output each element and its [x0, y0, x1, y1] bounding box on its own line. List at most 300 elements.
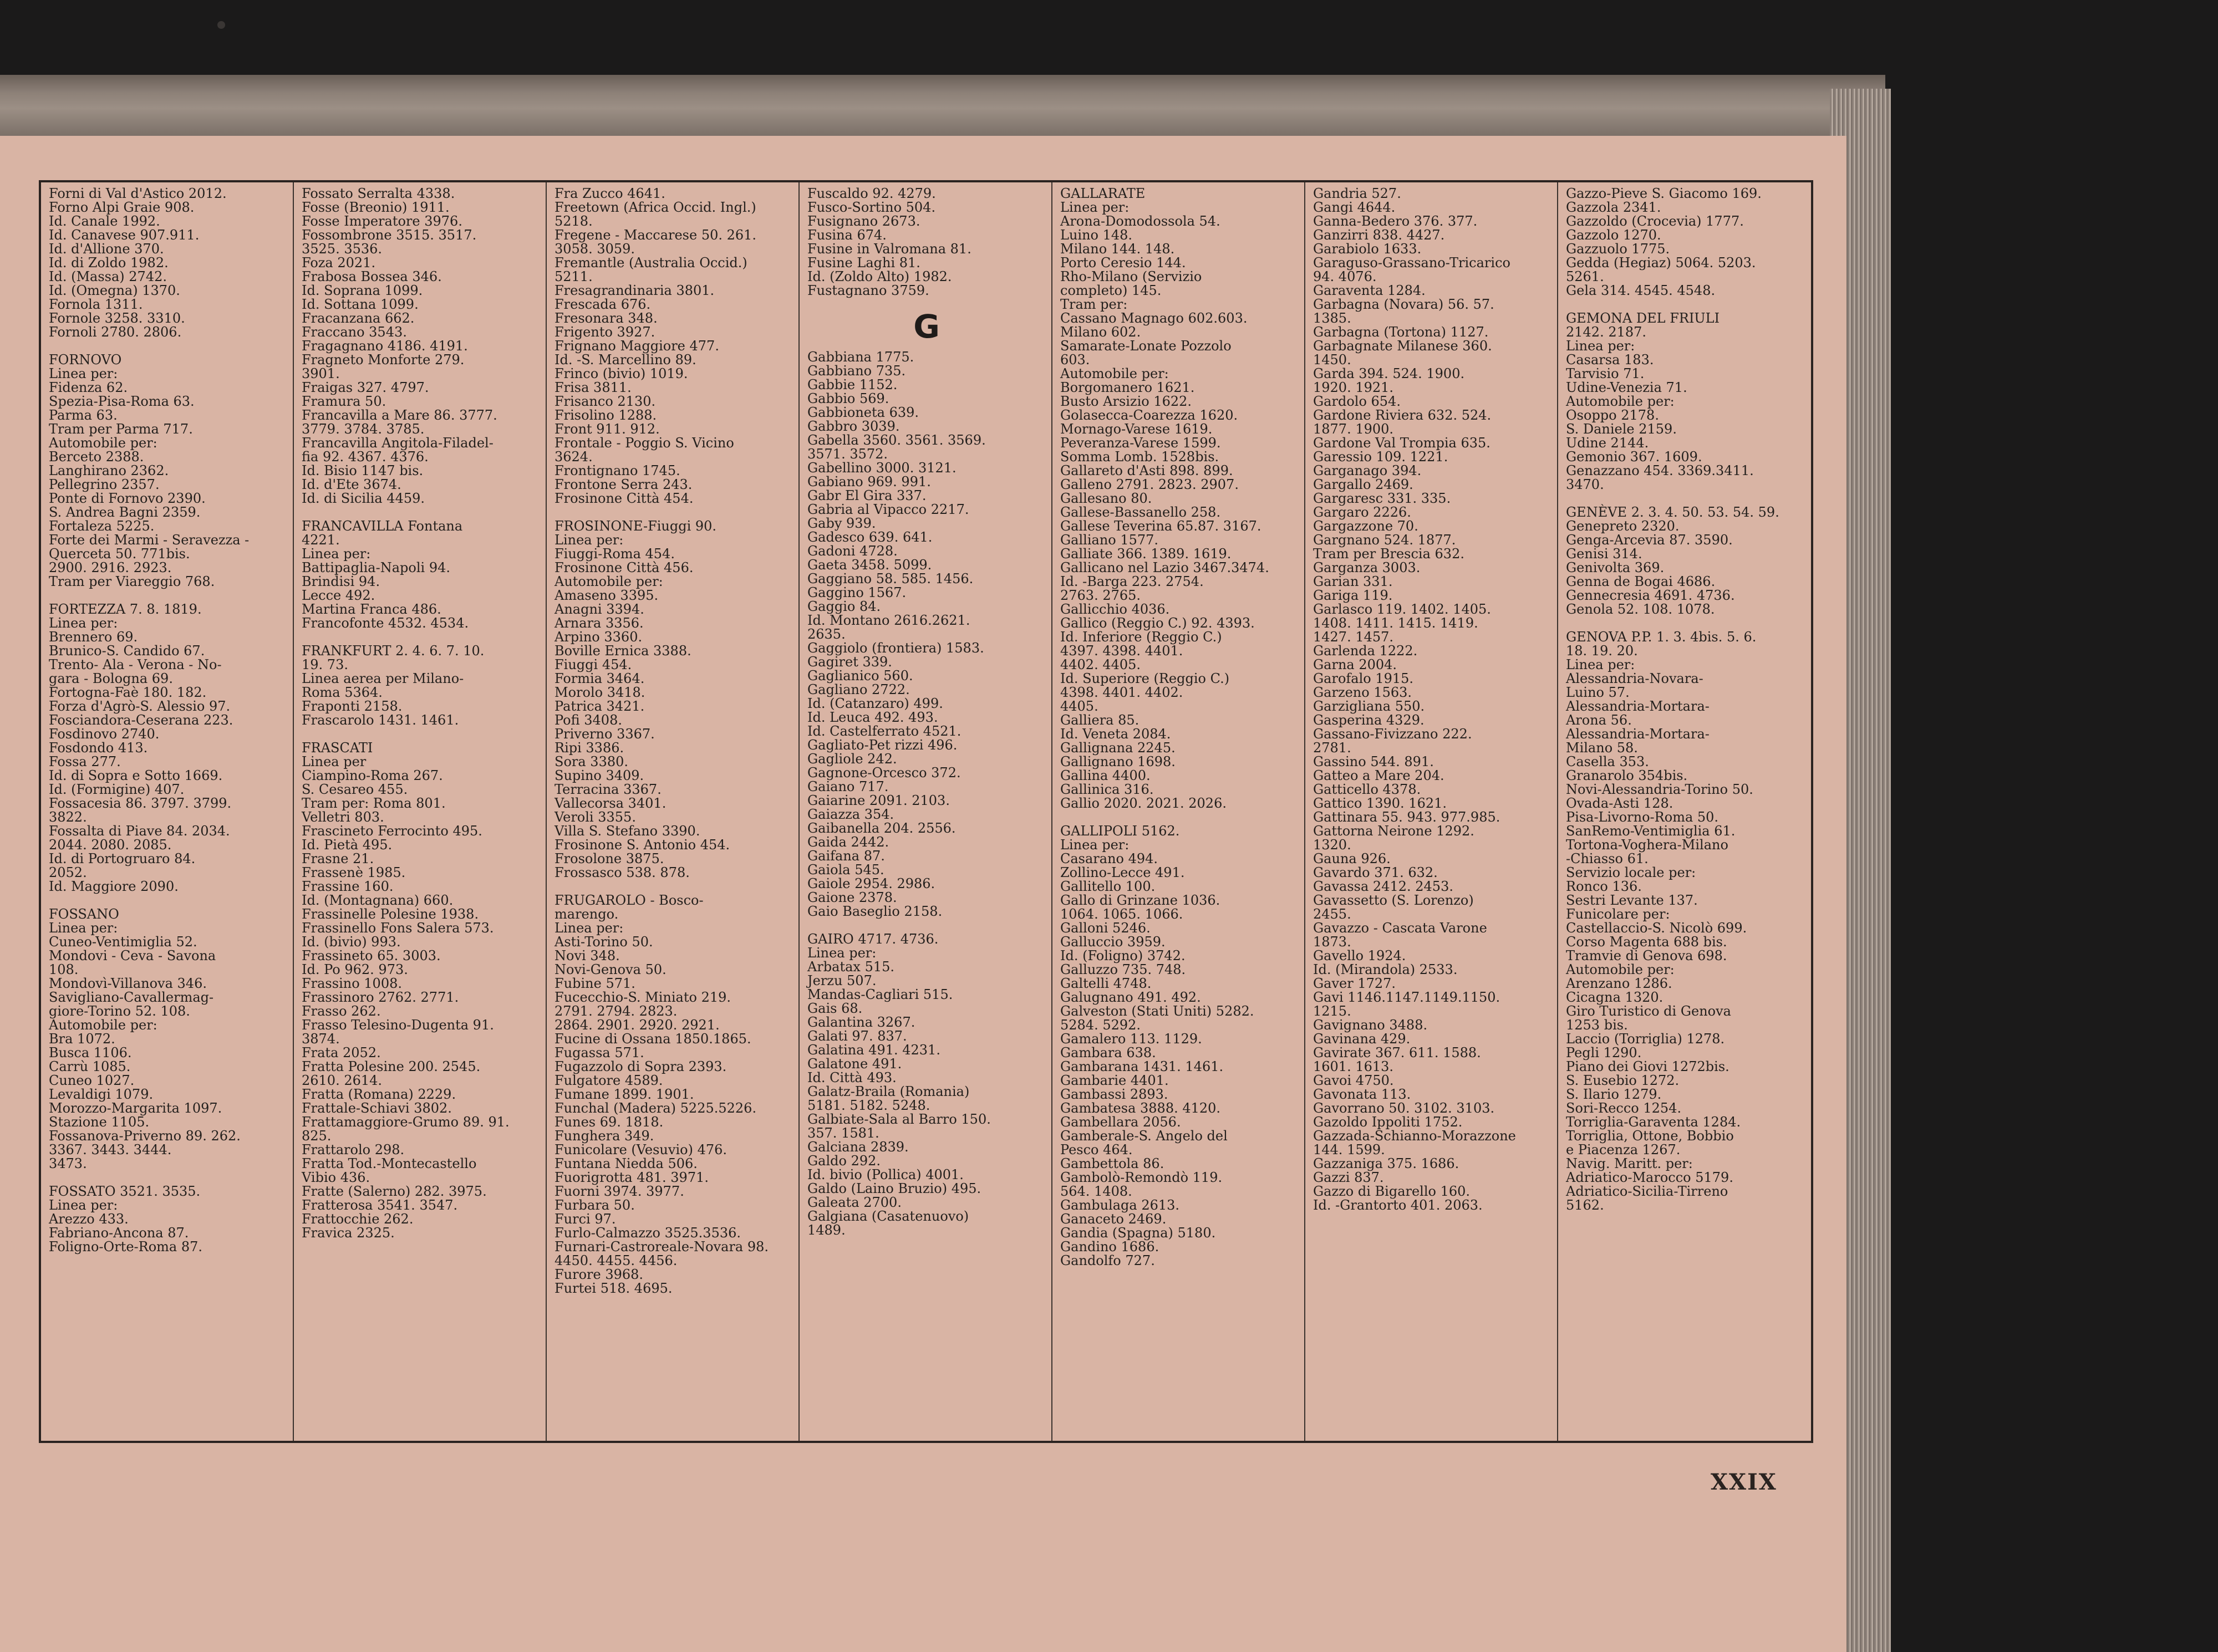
index-entry: Garessio 109. 1221. — [1313, 449, 1448, 465]
index-entry: Gambarie 4401. — [1060, 1073, 1169, 1088]
index-entry: S. Andrea Bagni 2359. — [49, 504, 201, 520]
index-entry: Fusco-Sortino 504. — [807, 200, 936, 215]
index-entry: Milano 144. 148. — [1060, 241, 1175, 257]
index-entry: 603. — [1060, 352, 1090, 368]
index-entry: Gabella 3560. 3561. 3569. — [807, 432, 986, 448]
index-entry: Frassinoro 2762. 2771. — [302, 990, 459, 1005]
index-entry: Frignano Maggiore 477. — [554, 338, 719, 354]
index-entry: Mandas-Cagliari 515. — [807, 987, 953, 1002]
index-entry: Arezzo 433. — [49, 1211, 129, 1227]
index-entry: Gavirate 367. 611. 1588. — [1313, 1045, 1481, 1060]
index-entry: Gallina 4400. — [1060, 768, 1151, 783]
index-entry — [302, 506, 540, 519]
index-entry: Ganaceto 2469. — [1060, 1211, 1167, 1227]
index-entry: Id. Città 493. — [807, 1070, 897, 1085]
index-entry: Torriglia, Ottone, Bobbio — [1566, 1128, 1734, 1144]
index-entry: Gambara 638. — [1060, 1045, 1156, 1060]
index-entry: Automobile per: — [1566, 394, 1675, 409]
index-entry: Automobile per: — [554, 574, 663, 589]
index-entry: Galtelli 4748. — [1060, 976, 1152, 991]
index-entry: Linea per: — [807, 945, 877, 961]
index-entry: Francavilla Angitola-Filadel- — [302, 435, 494, 451]
index-entry: Genepreto 2320. — [1566, 518, 1680, 534]
index-entry — [302, 630, 540, 644]
index-entry: Id. Bisio 1147 bis. — [302, 463, 424, 478]
index-entry: Milano 58. — [1566, 740, 1638, 756]
index-entry: Fosse Imperatore 3976. — [302, 213, 462, 229]
index-entry: Gavinana 429. — [1313, 1031, 1411, 1047]
index-entry: Garofalo 1915. — [1313, 671, 1414, 686]
index-entry: 2763. 2765. — [1060, 588, 1141, 603]
index-entry: Corso Magenta 688 bis. — [1566, 934, 1727, 950]
index-entry: Gandino 1686. — [1060, 1239, 1159, 1255]
index-entry: Gavello 1924. — [1313, 948, 1406, 963]
index-entry: Novi-Genova 50. — [554, 962, 667, 977]
index-column — [1305, 182, 1558, 1441]
index-entry: Galluccio 3959. — [1060, 934, 1166, 950]
index-entry: Frabosa Bossea 346. — [302, 269, 442, 284]
index-entry: Gais 68. — [807, 1001, 863, 1016]
index-entry: Fresonara 348. — [554, 310, 658, 326]
index-entry: 3874. — [302, 1031, 340, 1047]
index-entry: Gaida 2442. — [807, 834, 889, 850]
index-entry: Funtana Niedda 506. — [554, 1156, 698, 1171]
index-entry: 4397. 4398. 4401. — [1060, 643, 1183, 659]
index-entry: Id. d'Ete 3674. — [302, 477, 401, 492]
index-entry: 144. 1599. — [1313, 1142, 1385, 1158]
index-entry: Tram per: Roma 801. — [302, 796, 446, 811]
index-entry: Gavassa 2412. 2453. — [1313, 879, 1453, 894]
index-entry: Galloni 5246. — [1060, 920, 1151, 936]
index-entry: Zollino-Lecce 491. — [1060, 865, 1185, 880]
index-entry: Gavassetto (S. Lorenzo) — [1313, 893, 1474, 908]
index-entry: Galliate 366. 1389. 1619. — [1060, 546, 1232, 562]
index-entry — [49, 1171, 287, 1185]
index-entry: Sori-Recco 1254. — [1566, 1100, 1682, 1116]
index-entry: 3624. — [554, 449, 593, 465]
index-entry: Id. di Portogruaro 84. — [49, 851, 196, 866]
index-entry: Tortona-Voghera-Milano — [1566, 837, 1728, 853]
index-entry: Genola 52. 108. 1078. — [1566, 601, 1715, 617]
index-entry: Frattale-Schiavi 3802. — [302, 1100, 452, 1116]
index-entry: Gargallo 2469. — [1313, 477, 1413, 492]
index-entry: 3525. 3536. — [302, 241, 383, 257]
index-entry — [554, 506, 793, 519]
index-entry: Id. di Sicilia 4459. — [302, 491, 425, 506]
index-entry: 18. 19. 20. — [1566, 643, 1638, 659]
index-entry: Gavi 1146.1147.1149.1150. — [1313, 990, 1500, 1005]
index-entry: Fratte (Salerno) 282. 3975. — [302, 1184, 487, 1199]
index-entry: S. Eusebio 1272. — [1566, 1073, 1680, 1088]
index-entry: Garabiolo 1633. — [1313, 241, 1422, 257]
index-entry: Linea per: — [1566, 338, 1635, 354]
index-entry: Tarvisio 71. — [1566, 366, 1645, 381]
index-entry: Galati 97. 837. — [807, 1028, 907, 1044]
index-entry: Terracina 3367. — [554, 782, 662, 797]
index-entry: Gazzuolo 1775. — [1566, 241, 1670, 257]
index-entry: Gaby 939. — [807, 516, 876, 531]
index-entry: Busca 1106. — [49, 1045, 132, 1060]
index-entry: Gadoni 4728. — [807, 543, 898, 559]
index-entry: 2900. 2916. 2923. — [49, 560, 172, 575]
index-entry: Galveston (Stati Uniti) 5282. — [1060, 1003, 1254, 1019]
index-entry: Frassino 1008. — [302, 976, 402, 991]
index-entry: Gangi 4644. — [1313, 200, 1396, 215]
index-entry: Gariga 119. — [1313, 588, 1393, 603]
index-entry: Fustagnano 3759. — [807, 283, 929, 298]
index-entry: Gabria al Vipacco 2217. — [807, 502, 969, 517]
index-entry: Casella 353. — [1566, 754, 1649, 769]
index-entry: 1215. — [1313, 1003, 1351, 1019]
index-entry: 1064. 1065. 1066. — [1060, 906, 1183, 922]
index-entry: Rho-Milano (Servizio — [1060, 269, 1202, 284]
index-entry: 3367. 3443. 3444. — [49, 1142, 172, 1158]
index-entry: Arnara 3356. — [554, 615, 644, 631]
index-entry: Adriatico-Sicilia-Tirreno — [1566, 1184, 1728, 1199]
index-entry: 5162. — [1566, 1197, 1604, 1213]
index-entry: Peveranza-Varese 1599. — [1060, 435, 1221, 451]
index-entry: Novi 348. — [554, 948, 620, 963]
index-entry: Fravica 2325. — [302, 1225, 395, 1241]
index-entry: Gallignana 2245. — [1060, 740, 1176, 756]
index-entry: Genisi 314. — [1566, 546, 1642, 562]
index-entry: 3822. — [49, 809, 87, 825]
index-entry: GALLIPOLI 5162. — [1060, 823, 1180, 839]
index-entry — [49, 894, 287, 907]
index-entry: Gedda (Hegiaz) 5064. 5203. — [1566, 255, 1756, 271]
index-entry: GENÈVE 2. 3. 4. 50. 53. 54. 59. — [1566, 504, 1779, 520]
index-entry: Parma 63. — [49, 407, 118, 423]
page-number: XXIX — [1711, 1469, 1777, 1495]
index-entry: Pisa-Livorno-Roma 50. — [1566, 809, 1719, 825]
index-entry: 1920. 1921. — [1313, 380, 1394, 395]
index-entry — [302, 727, 540, 741]
index-entry: Ripi 3386. — [554, 740, 624, 756]
index-entry: Fracanzana 662. — [302, 310, 415, 326]
index-entry: Garlenda 1222. — [1313, 643, 1418, 659]
index-entry: FRASCATI — [302, 740, 373, 756]
index-entry: Furbara 50. — [554, 1197, 635, 1213]
index-entry: Cuneo 1027. — [49, 1073, 135, 1088]
index-entry: Gaiole 2954. 2986. — [807, 876, 935, 891]
index-entry: Francofonte 4532. 4534. — [302, 615, 469, 631]
index-entry: Frisa 3811. — [554, 380, 632, 395]
index-entry: Gabbiano 735. — [807, 363, 906, 379]
index-entry: Gabbie 1152. — [807, 377, 898, 392]
index-entry: Galluzzo 735. 748. — [1060, 962, 1186, 977]
index-entry: Furci 97. — [554, 1211, 616, 1227]
index-entry: Id. (Foligno) 3742. — [1060, 948, 1186, 963]
index-entry: Levaldigi 1079. — [49, 1087, 154, 1102]
index-entry: Gagnone-Orcesco 372. — [807, 765, 961, 781]
index-entry: Gazzoldo (Crocevia) 1777. — [1566, 213, 1744, 229]
index-entry: Fremantle (Australia Occid.) — [554, 255, 747, 271]
index-entry: Automobile per: — [1060, 366, 1169, 381]
index-entry: Gaggiano 58. 585. 1456. — [807, 571, 974, 587]
index-entry: Id. (Formigine) 407. — [49, 782, 185, 797]
index-entry: Galliera 85. — [1060, 712, 1139, 728]
index-entry: Granarolo 354bis. — [1566, 768, 1688, 783]
index-entry: Id. -Grantorto 401. 2063. — [1313, 1197, 1483, 1213]
index-entry: Anagni 3394. — [554, 601, 644, 617]
index-entry: Frosolone 3875. — [554, 851, 664, 866]
index-entry: Fossombrone 3515. 3517. — [302, 227, 477, 243]
index-entry: 5284. 5292. — [1060, 1017, 1141, 1033]
index-entry: Fiuggi 454. — [554, 657, 632, 672]
index-entry: Veroli 3355. — [554, 809, 636, 825]
index-entry: Gallo di Grinzane 1036. — [1060, 893, 1220, 908]
index-entry: Fosdinovo 2740. — [49, 726, 160, 742]
index-entry: Id. (Zoldo Alto) 1982. — [807, 269, 952, 284]
index-entry: Gabbro 3039. — [807, 419, 900, 434]
index-entry: Fuscaldo 92. 4279. — [807, 186, 936, 201]
index-entry: Fiuggi-Roma 454. — [554, 546, 675, 562]
letter-heading: G — [913, 308, 940, 345]
index-entry: Gaione 2378. — [807, 890, 897, 905]
index-entry: Framura 50. — [302, 394, 386, 409]
index-entry: Id. Montano 2616.2621. — [807, 613, 970, 628]
index-entry: Vallecorsa 3401. — [554, 796, 667, 811]
index-entry: Casarano 494. — [1060, 851, 1158, 866]
index-entry: -Chiasso 61. — [1566, 851, 1649, 866]
index-entry: Gaggiolo (frontiera) 1583. — [807, 640, 984, 656]
index-entry: Fossato Serralta 4338. — [302, 186, 455, 201]
index-entry: Fornoli 2780. 2806. — [49, 324, 182, 340]
index-entry: FRUGAROLO - Bosco- — [554, 893, 704, 908]
index-entry: Funghera 349. — [554, 1128, 654, 1144]
index-entry: Somma Lomb. 1528bis. — [1060, 449, 1219, 465]
index-entry: Udine 2144. — [1566, 435, 1649, 451]
index-entry: Castellaccio-S. Nicolò 699. — [1566, 920, 1747, 936]
index-entry: Cuneo-Ventimiglia 52. — [49, 934, 197, 950]
index-entry: Frattamaggiore-Grumo 89. 91. — [302, 1114, 510, 1130]
index-entry: Garzeno 1563. — [1313, 685, 1412, 700]
index-entry: Bra 1072. — [49, 1031, 115, 1047]
index-entry: Gavonata 113. — [1313, 1087, 1411, 1102]
index-entry: Carrù 1085. — [49, 1059, 131, 1074]
index-entry: Arbatax 515. — [807, 959, 895, 975]
index-entry: Gassano-Fivizzano 222. — [1313, 726, 1472, 742]
index-entry: Linea per — [302, 754, 367, 769]
index-entry: Sestri Levante 137. — [1566, 893, 1698, 908]
index-entry: Langhirano 2362. — [49, 463, 169, 478]
index-entry: 5211. — [554, 269, 593, 284]
index-entry: Gatteo a Mare 204. — [1313, 768, 1444, 783]
index-entry: Gagliano 2722. — [807, 682, 910, 697]
index-entry: Gallicano nel Lazio 3467.3474. — [1060, 560, 1269, 575]
index-entry: Tramvie di Genova 698. — [1566, 948, 1727, 963]
index-entry: Fraccano 3543. — [302, 324, 407, 340]
index-entry: S. Cesareo 455. — [302, 782, 408, 797]
index-entry: Arona-Domodossola 54. — [1060, 213, 1220, 229]
index-entry: Garian 331. — [1313, 574, 1393, 589]
index-entry: 1253 bis. — [1566, 1017, 1628, 1033]
index-entry: Gennecresia 4691. 4736. — [1566, 588, 1735, 603]
index-entry: Savigliano-Cavallermag- — [49, 990, 214, 1005]
index-entry: Gattico 1390. 1621. — [1313, 796, 1447, 811]
index-entry — [49, 339, 287, 353]
index-entry: Linea per: — [49, 366, 118, 381]
index-entry: Gallinica 316. — [1060, 782, 1154, 797]
index-entry: Frasne 21. — [302, 851, 374, 866]
index-entry: Galugnano 491. 492. — [1060, 990, 1201, 1005]
index-entry: Fuorni 3974. 3977. — [554, 1184, 684, 1199]
index-entry: Frisolino 1288. — [554, 407, 657, 423]
index-entry: Linea per: — [302, 546, 371, 562]
index-entry: Pellegrino 2357. — [49, 477, 160, 492]
index-entry: Piano dei Giovi 1272bis. — [1566, 1059, 1729, 1074]
index-entry: 357. 1581. — [807, 1125, 879, 1141]
index-entry: Fugazzolo di Sopra 2393. — [554, 1059, 727, 1074]
index-entry: Galciana 2839. — [807, 1139, 909, 1155]
index-entry: Osoppo 2178. — [1566, 407, 1659, 423]
index-entry: Garganago 394. — [1313, 463, 1422, 478]
index-entry: 2791. 2794. 2823. — [554, 1003, 678, 1019]
index-entry: Linea per: — [1060, 200, 1130, 215]
index-entry: Automobile per: — [49, 435, 157, 451]
index-entry: Garna 2004. — [1313, 657, 1397, 672]
index-entry: Fra Zucco 4641. — [554, 186, 665, 201]
index-entry: Gazzo di Bigarello 160. — [1313, 1184, 1471, 1199]
index-entry: Front 911. 912. — [554, 421, 660, 437]
index-entry: Servizio locale per: — [1566, 865, 1696, 880]
index-entry: Frascarolo 1431. 1461. — [302, 712, 459, 728]
index-entry: Brindisi 94. — [302, 574, 380, 589]
index-entry: Gardone Val Trompia 635. — [1313, 435, 1490, 451]
index-entry: Id. Sottana 1099. — [302, 297, 419, 312]
index-entry: Id. di Sopra e Sotto 1669. — [49, 768, 223, 783]
dust-speck — [217, 21, 225, 29]
index-entry: Frassinello Fons Salera 573. — [302, 920, 494, 936]
index-entry: Furore 3968. — [554, 1267, 644, 1282]
index-entry: Frasso 262. — [302, 1003, 381, 1019]
index-entry: Busto Arsizio 1622. — [1060, 394, 1192, 409]
index-entry: 5261. — [1566, 269, 1604, 284]
index-entry: Amaseno 3395. — [554, 588, 659, 603]
index-entry: Trento- Ala - Verona - No- — [49, 657, 222, 672]
index-entry: Frosinone S. Antonio 454. — [554, 837, 730, 853]
index-entry: Gargaresc 331. 335. — [1313, 491, 1451, 506]
index-entry: GEMONA DEL FRIULI — [1566, 310, 1720, 326]
index-entry: 2635. — [807, 626, 846, 642]
index-entry: Gargnano 524. 1877. — [1313, 532, 1456, 548]
index-entry: 2044. 2080. 2085. — [49, 837, 172, 853]
index-entry: Gandia (Spagna) 5180. — [1060, 1225, 1216, 1241]
index-entry: giore-Torino 52. 108. — [49, 1003, 190, 1019]
index-entry: Cassano Magnago 602.603. — [1060, 310, 1248, 326]
index-entry: Frassineto 65. 3003. — [302, 948, 441, 963]
index-entry: 94. 4076. — [1313, 269, 1377, 284]
index-entry: Gagiret 339. — [807, 654, 892, 670]
index-column — [547, 182, 800, 1441]
index-entry: Fosciandora-Ceserana 223. — [49, 712, 233, 728]
index-entry: Gargazzone 70. — [1313, 518, 1418, 534]
index-entry: Galantina 3267. — [807, 1014, 915, 1030]
index-entry: Frascineto Ferrocinto 495. — [302, 823, 482, 839]
index-entry: Fratta Polesine 200. 2545. — [302, 1059, 481, 1074]
index-entry: Ganna-Bedero 376. 377. — [1313, 213, 1478, 229]
index-entry: 4450. 4455. 4456. — [554, 1253, 678, 1268]
index-entry: Fratta (Romana) 2229. — [302, 1087, 456, 1102]
index-entry: Gatticello 4378. — [1313, 782, 1421, 797]
index-entry: Funchal (Madera) 5225.5226. — [554, 1100, 757, 1116]
index-entry: Fossalta di Piave 84. 2034. — [49, 823, 230, 839]
index-entry: Linea per: — [554, 920, 624, 936]
index-entry: Id. (Omegna) 1370. — [49, 283, 180, 298]
index-entry: Formia 3464. — [554, 671, 645, 686]
index-entry: Gambassi 2893. — [1060, 1087, 1168, 1102]
index-entry: Fucecchio-S. Miniato 219. — [554, 990, 731, 1005]
index-entry: Freetown (Africa Occid. Ingl.) — [554, 200, 756, 215]
index-entry: Fossanova-Priverno 89. 262. — [49, 1128, 241, 1144]
index-entry: Gaver 1727. — [1313, 976, 1396, 991]
index-entry: Fresagrandinaria 3801. — [554, 283, 715, 298]
index-column — [294, 182, 547, 1441]
index-entry: Fucine di Ossana 1850.1865. — [554, 1031, 751, 1047]
index-entry: Gavoi 4750. — [1313, 1073, 1394, 1088]
index-entry: Gallicchio 4036. — [1060, 601, 1170, 617]
index-entry: Frisanco 2130. — [554, 394, 656, 409]
index-entry: Vibio 436. — [302, 1170, 370, 1185]
index-entry: Gavignano 3488. — [1313, 1017, 1428, 1033]
index-entry: FOSSANO — [49, 906, 119, 922]
index-entry: Fornola 1311. — [49, 297, 143, 312]
index-entry: Frinco (bivio) 1019. — [554, 366, 688, 381]
index-entry: Udine-Venezia 71. — [1566, 380, 1687, 395]
index-entry: Frontone Serra 243. — [554, 477, 693, 492]
index-entry: Mondovì-Villanova 346. — [49, 976, 207, 991]
index-entry: Genna de Bogai 4686. — [1566, 574, 1716, 589]
station-index-table — [39, 180, 1813, 1443]
index-entry: 1877. 1900. — [1313, 421, 1394, 437]
index-entry: Asti-Torino 50. — [554, 934, 653, 950]
index-entry: Gabbio 569. — [807, 391, 889, 406]
index-entry: Golasecca-Coarezza 1620. — [1060, 407, 1238, 423]
index-entry: Fusignano 2673. — [807, 213, 920, 229]
index-entry: Gaiarine 2091. 2103. — [807, 793, 950, 808]
index-entry: Furnari-Castroreale-Novara 98. — [554, 1239, 769, 1255]
index-entry: Garaguso-Grassano-Tricarico — [1313, 255, 1510, 271]
index-entry: Gaeta 3458. 5099. — [807, 557, 932, 573]
index-entry: S. Ilario 1279. — [1566, 1087, 1662, 1102]
index-entry: Gattinara 55. 943. 977.985. — [1313, 809, 1500, 825]
index-entry — [1060, 810, 1299, 824]
index-entry: Id. Soprana 1099. — [302, 283, 423, 298]
index-entry: Milano 602. — [1060, 324, 1141, 340]
index-entry: Garbagna (Tortona) 1127. — [1313, 324, 1489, 340]
page-stack-top-edge — [0, 75, 1885, 136]
index-entry: Fratta Tod.-Montecastello — [302, 1156, 477, 1171]
index-entry: Gassino 544. 891. — [1313, 754, 1434, 769]
index-entry: Furlo-Calmazzo 3525.3536. — [554, 1225, 741, 1241]
index-entry: 3901. — [302, 366, 340, 381]
index-entry: Priverno 3367. — [554, 726, 655, 742]
index-entry: Gallese Teverina 65.87. 3167. — [1060, 518, 1261, 534]
index-entry: 1408. 1411. 1415. 1419. — [1313, 615, 1478, 631]
index-entry: Martina Franca 486. — [302, 601, 441, 617]
index-entry: fia 92. 4367. 4376. — [302, 449, 429, 465]
index-entry: Id. (bivio) 993. — [302, 934, 401, 950]
index-entry: Gambettola 86. — [1060, 1156, 1164, 1171]
index-entry: Frontale - Poggio S. Vicino — [554, 435, 734, 451]
index-entry: Id. Pietà 495. — [302, 837, 393, 853]
index-entry: Tram per: — [1060, 297, 1128, 312]
index-entry: Id. -Barga 223. 2754. — [1060, 574, 1204, 589]
index-entry: Galatz-Braila (Romania) — [807, 1084, 970, 1099]
index-entry: Funicolare (Vesuvio) 476. — [554, 1142, 728, 1158]
index-entry: Genazzano 454. 3369.3411. — [1566, 463, 1754, 478]
index-entry: Automobile per: — [49, 1017, 157, 1033]
